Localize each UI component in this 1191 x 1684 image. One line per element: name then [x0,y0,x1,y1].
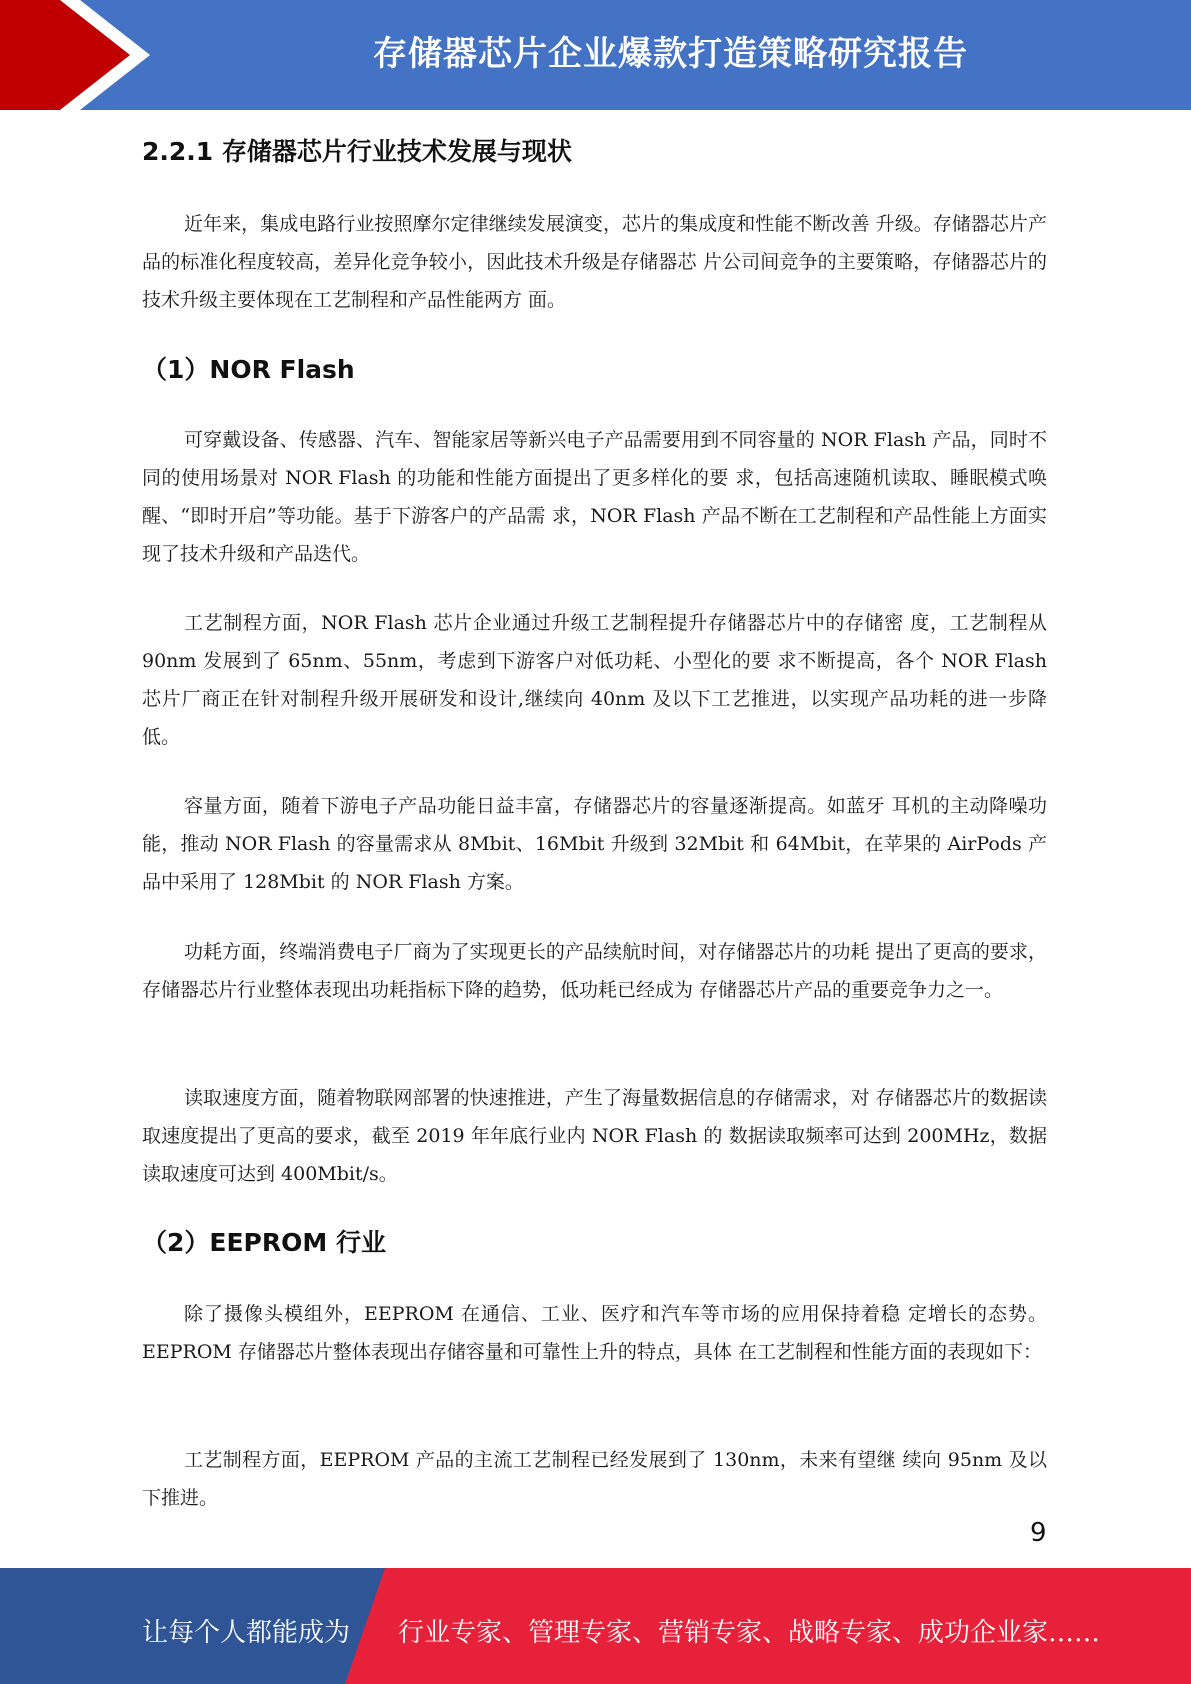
eeprom-heading: （2）EEPROM 行业 [142,1228,386,1257]
section-heading: 2.2.1 存储器芯片行业技术发展与现状 [142,137,572,166]
nor-flash-paragraph: 可穿戴设备、传感器、汽车、智能家居等新兴电子产品需要用到不同容量的 NOR Flash 产品，同时不同的使用场景对 NOR Flash 的功能和性能方面提出了更多样化的要 求，包括高速随机读取、睡眠模式唤醒、“即时开启”等功能。基于下游客户的产品需 求，NOR Flash 产品不断在工艺制程和产品性能上方面实现了技术升级和产品迭代。 [142,429,1047,565]
nor-flash-paragraph: 功耗方面，终端消费电子厂商为了实现更长的产品续航时间，对存储器芯片的功耗 提出了更高的要求，存储器芯片行业整体表现出功耗指标下降的趋势，低功耗已经成为 存储器芯片产品的重要竞争力之一。 [142,941,1047,1001]
eeprom-paragraph: 除了摄像头模组外，EEPROM 在通信、工业、医疗和汽车等市场的应用保持着稳 定增长的态势。EEPROM 存储器芯片整体表现出存储容量和可靠性上升的特点，具体 在工艺制程和性能方面的表现如下： [142,1303,1047,1363]
nor-flash-paragraph: 读取速度方面，随着物联网部署的快速推进，产生了海量数据信息的存储需求，对 存储器芯片的数据读取速度提出了更高的要求，截至 2019 年年底行业内 NOR Flash 的 数据读取频率可达到 200MHz，数据读取速度可达到 400Mbit/s。 [142,1087,1047,1185]
report-title: 存储器芯片企业爆款打造策略研究报告 [373,34,968,74]
intro-paragraph: 近年来，集成电路行业按照摩尔定律继续发展演变，芯片的集成度和性能不断改善 升级。存储器芯片产品的标准化程度较高，差异化竞争较小，因此技术升级是存储器芯 片公司间竞争的主要策略，存储器芯片的技术升级主要体现在工艺制程和产品性能两方 面。 [142,213,1047,311]
eeprom-paragraph: 工艺制程方面，EEPROM 产品的主流工艺制程已经发展到了 130nm，未来有望继 续向 95nm 及以下推进。 [142,1449,1047,1509]
header-bar [0,0,1191,110]
page-number: 9 [1030,1518,1047,1548]
nor-flash-paragraph: 容量方面，随着下游电子产品功能日益丰富，存储器芯片的容量逐渐提高。如蓝牙 耳机的主动降噪功能，推动 NOR Flash 的容量需求从 8Mbit、16Mbit 升级到 32Mbit 和 64Mbit，在苹果的 AirPods 产品中采用了 128Mbit 的 NOR Flash 方案。 [142,795,1047,893]
footer-bar [0,1568,1191,1684]
footer-slogan-right: 行业专家、管理专家、营销专家、战略专家、成功企业家…… [398,1618,1101,1648]
footer-slogan-left: 让每个人都能成为 [142,1618,351,1648]
nor-flash-heading: （1）NOR Flash [142,355,355,384]
nor-flash-paragraph: 工艺制程方面，NOR Flash 芯片企业通过升级工艺制程提升存储器芯片中的存储密 度，工艺制程从 90nm 发展到了 65nm、55nm，考虑到下游客户对低功耗、小型化的要 求不断提高，各个 NOR Flash 芯片厂商正在针对制程升级开展研发和设计,继续向 40nm 及以下工艺推进，以实现产品功耗的进一步降低。 [142,612,1047,748]
